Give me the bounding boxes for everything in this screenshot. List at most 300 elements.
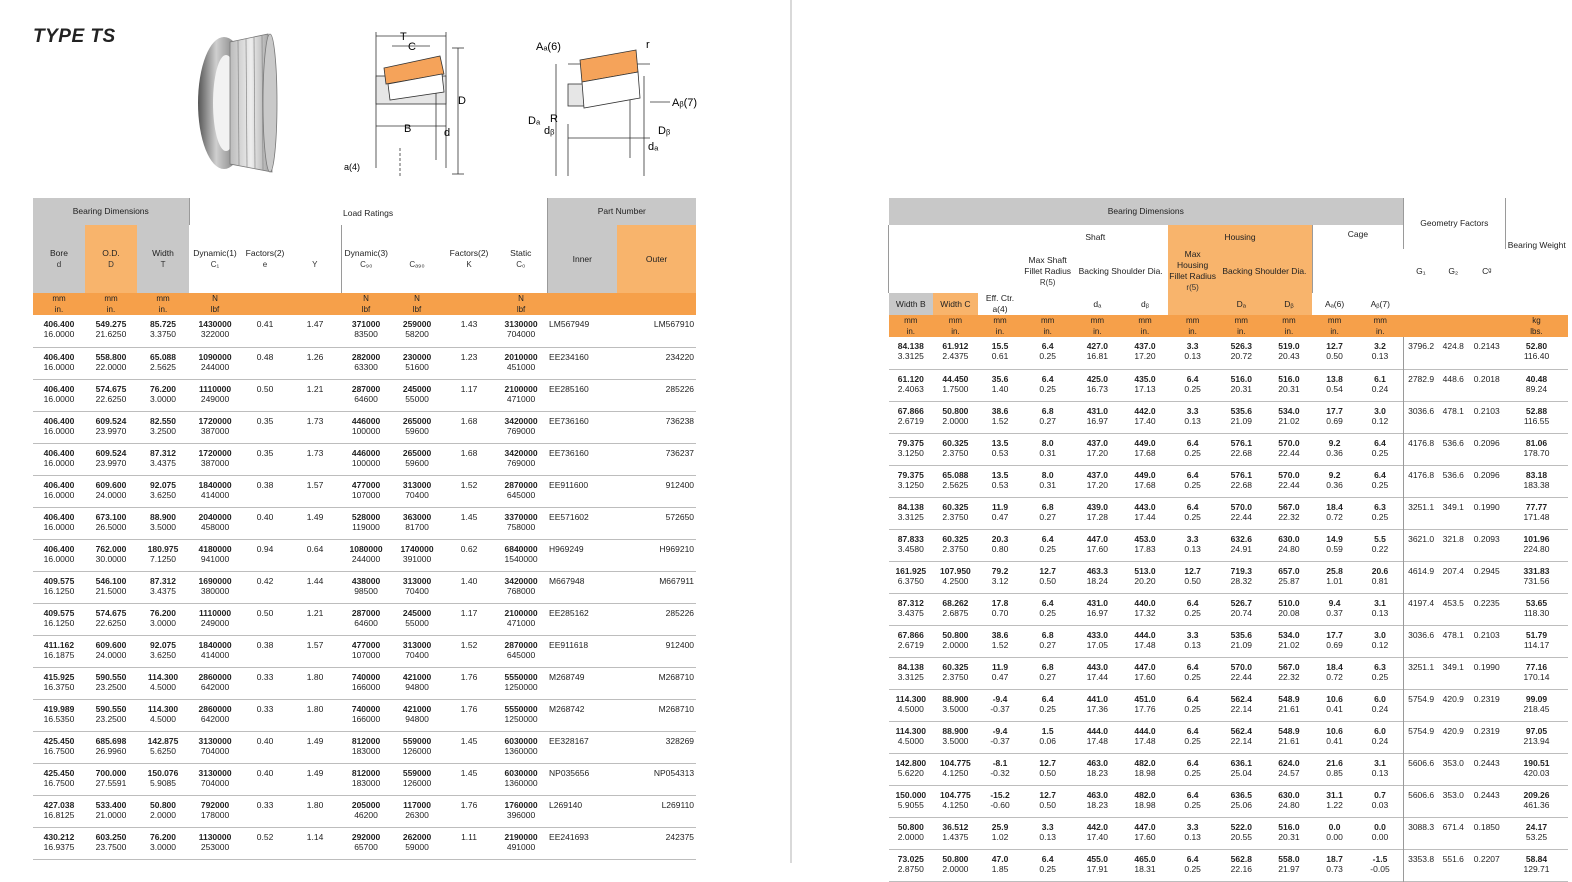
cell: 812000 183000 <box>351 767 381 788</box>
cell: 265000 59600 <box>402 415 432 436</box>
cell: 441.0 17.36 <box>1086 693 1108 714</box>
table-row <box>889 753 1569 785</box>
symbol-cell: Dᵦ <box>1266 293 1313 315</box>
cell: 2190000 491000 <box>504 831 538 852</box>
cell: 912400 <box>665 639 695 650</box>
cell: 4197.4 <box>1408 597 1435 608</box>
unit-cell: N lbf <box>391 293 443 315</box>
cell: 6.8 0.27 <box>1039 405 1056 426</box>
cell: 47.0 1.85 <box>991 853 1009 874</box>
cell: 6.0 0.24 <box>1357 721 1404 753</box>
unit-cell: mm in. <box>1073 315 1122 337</box>
cell: 6.8 0.27 <box>1039 501 1056 522</box>
cell: 1.57 <box>306 479 324 490</box>
cell: 526.3 20.72 <box>1230 341 1252 361</box>
cell: 79.2 3.12 <box>991 565 1009 586</box>
cell: 572650 <box>665 511 695 522</box>
cell: 6030000 1360000 <box>504 767 538 788</box>
cell: 65.088 2.5625 <box>942 469 969 490</box>
cell: 534.0 21.02 <box>1278 629 1300 650</box>
cell: 9.2 0.36 <box>1326 469 1343 490</box>
col-backing-shoulder: Backing Shoulder Dia. <box>1073 249 1168 293</box>
cell: 142.875 5.6250 <box>147 735 179 756</box>
cell: 5.5 0.22 <box>1357 529 1404 561</box>
cell: 6.4 0.25 <box>1039 533 1056 554</box>
cell: 478.1 <box>1442 629 1464 640</box>
cell: 1760000 396000 <box>504 799 538 820</box>
cell: 3.1 0.13 <box>1357 753 1404 785</box>
cell: 812000 183000 <box>351 735 381 756</box>
cell: 442.0 17.40 <box>1086 821 1108 842</box>
cell: 60.325 2.3750 <box>942 661 969 682</box>
symbol-cell <box>1022 293 1073 315</box>
symbol-cell: dᵦ <box>1122 293 1169 315</box>
col-g2: G₂ <box>1438 249 1468 293</box>
col-inner: Inner <box>547 225 617 293</box>
cell: 453.5 <box>1442 597 1464 608</box>
col-c90: Dynamic(3) C₉₀ <box>341 225 391 293</box>
cell: 6.4 0.25 <box>1357 433 1404 465</box>
cell: 590.550 23.2500 <box>95 703 127 724</box>
cell: 3420000 769000 <box>504 415 538 436</box>
cell: LM567910 <box>653 319 695 329</box>
cell: 6.4 0.25 <box>1184 693 1201 714</box>
cell: 1.52 <box>460 639 478 650</box>
cell: 17.7 0.69 <box>1326 405 1343 426</box>
col-dynamic1: Dynamic(1) C₁ <box>189 225 241 293</box>
cell: 265000 59600 <box>402 447 432 468</box>
cell: 88.900 3.5000 <box>942 693 969 714</box>
table-row <box>889 721 1569 753</box>
label-D: D <box>458 95 466 107</box>
cell: 1.80 <box>306 671 324 682</box>
unit-cell <box>443 293 495 315</box>
cell: 636.1 25.04 <box>1230 757 1252 778</box>
cell: 13.5 0.53 <box>991 437 1009 458</box>
cell: 2860000 642000 <box>198 671 232 692</box>
cell: M667948 <box>549 575 585 586</box>
cell: 3036.6 <box>1408 629 1435 640</box>
cell: 0.2018 <box>1473 373 1500 384</box>
cell: 15.5 0.61 <box>991 341 1009 361</box>
unit-cell: N lbf <box>495 293 547 315</box>
cell: EE328167 <box>549 735 589 746</box>
cell: 6.4 0.25 <box>1184 597 1201 618</box>
cell: NP054313 <box>653 767 695 778</box>
cell: 0.40 <box>256 511 274 522</box>
cell: 52.80 116.40 <box>1523 341 1550 361</box>
cell: 406.400 16.0000 <box>43 383 75 404</box>
cell: 0.2319 <box>1473 725 1500 736</box>
cell: 3.3 0.13 <box>1184 341 1201 361</box>
cell: 630.0 24.80 <box>1278 533 1300 554</box>
cell: 4614.9 <box>1408 565 1435 576</box>
unit-cell <box>1468 315 1505 337</box>
cell: 18.4 0.72 <box>1326 661 1343 682</box>
cell: 513.0 20.20 <box>1134 565 1156 586</box>
cell: 447.0 17.60 <box>1086 533 1108 554</box>
cell: 58.84 129.71 <box>1523 853 1550 874</box>
label-R: R <box>550 113 558 125</box>
cell: 792000 178000 <box>200 799 230 820</box>
cell: 9.2 0.36 <box>1326 437 1343 458</box>
cell: 6.4 0.25 <box>1184 661 1201 682</box>
cell: 40.48 89.24 <box>1525 373 1548 394</box>
cell: 482.0 18.98 <box>1134 757 1156 778</box>
cell: 363000 81700 <box>402 511 432 532</box>
cell: 12.7 0.50 <box>1326 341 1343 361</box>
cell: 406.400 16.0000 <box>43 415 75 436</box>
cell: 107.950 4.2500 <box>940 565 971 586</box>
cell: 2040000 458000 <box>198 511 232 532</box>
cell: 549.275 21.6250 <box>95 319 127 339</box>
cell: 1.73 <box>306 447 324 458</box>
symbol-cell: dₐ <box>1073 293 1122 315</box>
cell: 0.64 <box>306 543 324 554</box>
cell: 1690000 380000 <box>198 575 232 596</box>
cell: 180.975 7.1250 <box>147 543 179 564</box>
col-width: Width T <box>137 225 189 293</box>
cell: 0.38 <box>256 479 274 490</box>
cell: 574.675 22.6250 <box>95 383 127 404</box>
cell: 35.6 1.40 <box>991 373 1009 394</box>
cell: 1130000 253000 <box>198 831 232 852</box>
cell: 516.0 20.31 <box>1230 373 1252 394</box>
cell: 609.600 24.0000 <box>95 479 127 500</box>
cell: 287000 64600 <box>351 383 381 404</box>
cell: 5754.9 <box>1408 725 1435 736</box>
cell: 762.000 30.0000 <box>95 543 127 564</box>
cell: 673.100 26.5000 <box>95 511 127 532</box>
cell: 451.0 17.76 <box>1134 693 1156 714</box>
cell: 3.0 0.12 <box>1357 401 1404 433</box>
cell: 477000 107000 <box>351 479 381 500</box>
cell: LM567949 <box>549 319 590 329</box>
cell: 79.375 3.1250 <box>897 469 924 490</box>
cell: -9.4 -0.37 <box>990 693 1010 714</box>
units-row <box>33 293 696 315</box>
cell: 142.800 5.6220 <box>895 757 927 778</box>
cell: 719.3 28.32 <box>1230 565 1252 586</box>
cell: 0.1990 <box>1473 661 1500 672</box>
cell: 562.4 22.14 <box>1230 693 1252 714</box>
cell: M268710 <box>658 671 695 682</box>
cell: 576.1 22.68 <box>1230 437 1252 458</box>
cell: 736238 <box>665 415 695 426</box>
symbol-cell: Aᵦ(7) <box>1357 293 1404 315</box>
cell: 1.26 <box>306 351 324 362</box>
cell: 534.0 21.02 <box>1278 405 1300 426</box>
cell: 447.0 17.60 <box>1134 821 1156 842</box>
cell: 6.3 0.25 <box>1357 497 1404 529</box>
cell: 150.076 5.9085 <box>147 767 179 788</box>
cell: 1720000 387000 <box>198 447 232 468</box>
cell: 0.94 <box>256 543 274 554</box>
cell: 60.325 2.3750 <box>942 437 969 458</box>
cell: 262000 59000 <box>402 831 432 852</box>
cell: 546.100 21.5000 <box>95 575 127 596</box>
table-row <box>33 827 696 859</box>
unit-cell: mm in. <box>933 315 978 337</box>
cell: 205000 46200 <box>351 799 381 820</box>
cell: 18.7 0.73 <box>1326 853 1343 874</box>
cell: 53.65 118.30 <box>1523 597 1550 618</box>
cell: 562.8 22.16 <box>1230 853 1252 874</box>
table-row <box>889 785 1569 817</box>
cell: 1.17 <box>460 607 478 618</box>
cell: 6.4 0.25 <box>1357 465 1404 497</box>
cell: 321.8 <box>1442 533 1464 544</box>
cell: 349.1 <box>1442 661 1464 672</box>
cell: 245000 55000 <box>402 383 432 404</box>
cell: 440.0 17.32 <box>1134 597 1156 618</box>
cell: 84.138 3.3125 <box>897 501 924 522</box>
unit-cell: mm in. <box>1312 315 1357 337</box>
group-housing: Housing <box>1168 225 1312 249</box>
cell: 533.400 21.0000 <box>95 799 127 820</box>
cell: 570.0 22.44 <box>1278 469 1300 490</box>
cell: 1.45 <box>460 511 478 522</box>
cell: 3088.3 <box>1408 821 1435 832</box>
cell: 50.800 2.0000 <box>942 853 969 874</box>
cell: 20.6 0.81 <box>1357 561 1404 593</box>
cell: 50.800 2.0000 <box>942 629 969 650</box>
cell: 8.0 0.31 <box>1039 469 1056 490</box>
cell: 328269 <box>665 735 695 746</box>
cell: 1080000 244000 <box>349 543 383 564</box>
cell: 609.524 23.9970 <box>95 447 127 468</box>
cell: L269140 <box>549 799 583 810</box>
dimension-diagram-2 <box>520 28 700 178</box>
cell: 1.21 <box>306 607 324 618</box>
symbol-cell: Width B <box>889 293 934 315</box>
cell: 3.0 0.12 <box>1357 625 1404 657</box>
cell: 548.9 21.61 <box>1278 725 1300 746</box>
cell: 425.450 16.7500 <box>43 767 75 788</box>
cell: 912400 <box>665 479 695 490</box>
cell: 282000 63300 <box>351 351 381 372</box>
cell: 510.0 20.08 <box>1278 597 1300 618</box>
cell: 77.77 171.48 <box>1523 501 1550 522</box>
table-row <box>889 337 1569 369</box>
cell: 1.76 <box>460 799 478 810</box>
cell: 285226 <box>665 383 695 394</box>
cell: 478.1 <box>1442 405 1464 416</box>
cell: 67.866 2.6719 <box>897 405 924 426</box>
table-row <box>889 529 1569 561</box>
cell: 2870000 645000 <box>504 479 538 500</box>
cell: 6.0 0.24 <box>1357 689 1404 721</box>
cell: 1.76 <box>460 671 478 682</box>
unit-cell: mm in. <box>85 293 137 315</box>
cell: 415.925 16.3750 <box>43 671 75 692</box>
cell: 3621.0 <box>1408 533 1435 544</box>
cell: 60.325 2.3750 <box>942 533 969 554</box>
cell: 6.8 0.27 <box>1039 629 1056 650</box>
table-row <box>33 507 696 539</box>
table-row <box>889 369 1569 401</box>
cell: 0.41 <box>256 319 274 329</box>
table-row <box>33 763 696 795</box>
cell: 657.0 25.87 <box>1278 565 1300 586</box>
cell: 0.2207 <box>1473 853 1500 864</box>
cell: 287000 64600 <box>351 607 381 628</box>
cell: 2870000 645000 <box>504 639 538 660</box>
cell: 92.075 3.6250 <box>150 479 177 500</box>
cell: 87.312 3.4375 <box>150 575 177 596</box>
cell: 6.4 0.25 <box>1184 373 1201 394</box>
cell: 81.06 178.70 <box>1523 437 1550 458</box>
cell: 1.80 <box>306 703 324 714</box>
cell: 1430000 322000 <box>198 319 232 339</box>
cell: 50.800 2.0000 <box>942 405 969 426</box>
cell: 1.49 <box>306 735 324 746</box>
cell: 25.8 1.01 <box>1326 565 1343 586</box>
unit-cell: mm in. <box>1266 315 1313 337</box>
cell: 371000 83500 <box>351 319 381 339</box>
cell: 3251.1 <box>1408 501 1435 512</box>
col-od: O.D. D <box>85 225 137 293</box>
cell: 559000 126000 <box>402 735 432 756</box>
cell: 10.6 0.41 <box>1326 725 1343 746</box>
cell: M667911 <box>659 575 695 586</box>
label-Db: Dᵦ <box>658 125 671 137</box>
cell: 576.1 22.68 <box>1230 469 1252 490</box>
cell: 536.6 <box>1442 469 1464 480</box>
unit-cell: N lbf <box>341 293 391 315</box>
table-row <box>889 593 1569 625</box>
cell: 259000 58200 <box>402 319 432 339</box>
table-row <box>889 561 1569 593</box>
cell: 52.88 116.55 <box>1523 405 1550 426</box>
cell: 104.775 4.1250 <box>940 757 971 778</box>
cell: 463.3 18.24 <box>1086 565 1108 586</box>
cell: 1.11 <box>461 831 477 842</box>
cell: 3353.8 <box>1408 853 1435 864</box>
cell: 0.38 <box>256 639 274 650</box>
cell: 82.550 3.2500 <box>150 415 177 436</box>
cell: 114.300 4.5000 <box>147 703 179 724</box>
cell: 740000 166000 <box>351 703 381 724</box>
table-row <box>889 817 1569 849</box>
cell: EE285162 <box>549 607 589 618</box>
cell: 77.16 170.14 <box>1523 661 1550 682</box>
cell: 0.0 0.00 <box>1326 821 1343 842</box>
cell: 76.200 3.0000 <box>150 607 177 628</box>
cell: 421000 94800 <box>402 703 432 724</box>
cell: 17.8 0.70 <box>991 597 1009 618</box>
table-row <box>33 315 696 347</box>
cell: 101.96 224.80 <box>1523 533 1550 554</box>
cell: 0.33 <box>256 799 274 810</box>
cell: 1.44 <box>306 575 324 586</box>
cell: 453.0 17.83 <box>1134 533 1156 554</box>
unit-cell: mm in. <box>1217 315 1266 337</box>
cell: EE571602 <box>549 511 589 522</box>
cell: 285226 <box>665 607 695 618</box>
cell: H969249 <box>549 543 584 554</box>
cell: 570.0 22.44 <box>1230 661 1252 682</box>
cell: 603.250 23.7500 <box>95 831 127 852</box>
cell: 353.0 <box>1442 757 1464 768</box>
cell: 12.7 0.50 <box>1039 757 1056 778</box>
left-page <box>0 0 790 863</box>
cell: 292000 65700 <box>351 831 381 852</box>
cell: 559000 126000 <box>402 767 432 788</box>
cell: 349.1 <box>1442 501 1464 512</box>
cell: 3370000 758000 <box>504 511 538 532</box>
cell: 406.400 16.0000 <box>43 447 75 468</box>
unit-cell: mm in. <box>1122 315 1169 337</box>
cell: 431.0 16.97 <box>1086 405 1108 426</box>
cell: 3796.2 <box>1408 341 1435 351</box>
bearing-table-left <box>33 198 696 860</box>
cell: 242375 <box>665 831 695 842</box>
group-shaft: Shaft <box>1022 225 1168 249</box>
table-row <box>33 795 696 827</box>
cell: 449.0 17.68 <box>1134 437 1156 458</box>
cell: 6030000 1360000 <box>504 735 538 756</box>
cell: 84.138 3.3125 <box>897 341 924 361</box>
cell: 437.0 17.20 <box>1086 437 1108 458</box>
cell: 1.14 <box>306 831 324 842</box>
cell: 3130000 704000 <box>198 735 232 756</box>
cell: 1.76 <box>460 703 478 714</box>
cell: 1.52 <box>460 479 478 490</box>
cell: 558.0 21.97 <box>1278 853 1300 874</box>
label-T: T <box>400 31 407 43</box>
table-row <box>889 689 1569 721</box>
col-backing-shoulder-2: Backing Shoulder Dia. <box>1217 249 1312 293</box>
cell: 1.57 <box>306 639 324 650</box>
cell: 1840000 414000 <box>198 479 232 500</box>
col-g1: G₁ <box>1404 249 1438 293</box>
symbol-cell <box>1468 293 1505 315</box>
cell: 313000 70400 <box>402 479 432 500</box>
label-Ab: Aᵦ(7) <box>672 97 698 109</box>
cell: 8.0 0.31 <box>1039 437 1056 458</box>
cell: 409.575 16.1250 <box>43 607 75 628</box>
cell: 38.6 1.52 <box>991 405 1009 426</box>
cell: 25.9 1.02 <box>991 821 1009 842</box>
unit-cell: mm in. <box>33 293 85 315</box>
cell: 421000 94800 <box>402 671 432 692</box>
symbol-cell: Dₐ <box>1217 293 1266 315</box>
cell: EE911600 <box>549 479 589 490</box>
label-r: r <box>646 39 650 51</box>
cell: 117000 26300 <box>403 799 431 820</box>
cell: 230000 51600 <box>402 351 432 372</box>
cell: 411.162 16.1875 <box>43 639 75 660</box>
cell: L269110 <box>661 799 695 810</box>
cell: 50.800 2.0000 <box>150 799 177 820</box>
cell: 0.2235 <box>1473 597 1500 608</box>
cell: 0.52 <box>256 831 274 842</box>
cell: 313000 70400 <box>402 575 432 596</box>
cell: 9.4 0.37 <box>1326 597 1343 618</box>
cell: 3.3 0.13 <box>1039 821 1056 842</box>
cell: 424.8 <box>1442 341 1464 351</box>
cell: 2100000 471000 <box>504 607 538 628</box>
cell: 97.05 213.94 <box>1523 725 1550 746</box>
cell: 0.0 0.00 <box>1357 817 1404 849</box>
cell: 161.925 6.3750 <box>895 565 927 586</box>
cell: 551.6 <box>1442 853 1464 864</box>
unit-cell <box>1438 315 1468 337</box>
cell: 14.9 0.59 <box>1326 533 1343 554</box>
cell: M268749 <box>549 671 585 682</box>
cell: 3.3 0.13 <box>1184 533 1201 554</box>
